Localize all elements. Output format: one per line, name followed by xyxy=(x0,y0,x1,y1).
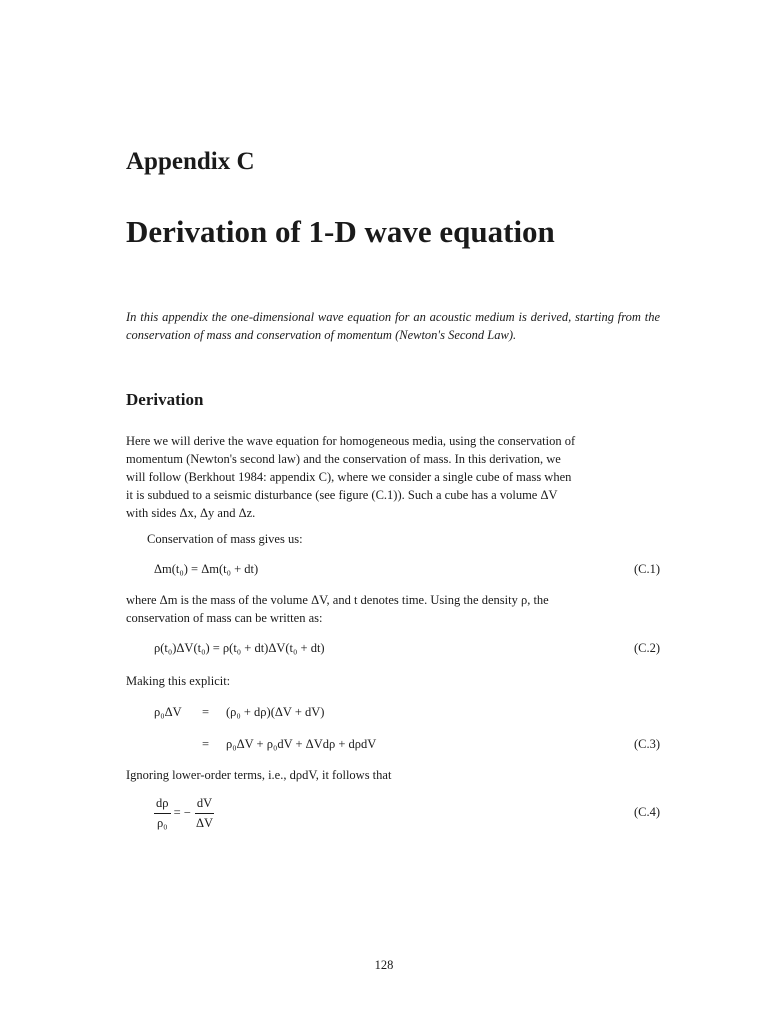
equation-c3-rhs-1: (ρ₀ + dρ)(ΔV + dV) xyxy=(226,705,325,719)
paragraph-ignore: Ignoring lower-order terms, i.e., dρdV, it follows that xyxy=(126,768,392,782)
abstract: In this appendix the one-dimensional wave equation for an acoustic medium is derived, starting from the conservation of mass and conservation of momentum (Newton's Second Law). xyxy=(126,310,660,342)
paragraph-line: with sides Δx, Δy and Δz. xyxy=(126,506,256,520)
equation-number-c1: (C.1) xyxy=(633,562,660,576)
chapter-title: Derivation of 1-D wave equation xyxy=(126,214,555,249)
equation-c3-equals: = xyxy=(202,737,210,751)
paragraph-line: momentum (Newton's second law) and the conservation of mass. In this derivation, we xyxy=(126,452,561,466)
equation-c1: Δm(t₀) = Δm(t₀ + dt) xyxy=(154,562,259,576)
equation-c4 xyxy=(154,796,215,831)
fraction-numerator: dρ xyxy=(154,796,171,814)
fraction-numerator: dV xyxy=(195,796,214,814)
section-title: Derivation xyxy=(126,390,204,409)
paragraph-density xyxy=(126,591,660,627)
fraction-left xyxy=(154,796,171,831)
paragraph-line: will follow (Berkhout 1984: appendix C), where we consider a single cube of mass when xyxy=(126,470,572,484)
paragraph-line: Here we will derive the wave equation for homogeneous media, using the conservation of xyxy=(126,434,576,448)
fraction-right xyxy=(194,796,215,831)
equation-number-c3: (C.3) xyxy=(633,737,660,751)
equation-number-c2: (C.2) xyxy=(633,641,660,655)
paragraph-line: where Δm is the mass of the volume ΔV, and t denotes time. Using the density ρ, the xyxy=(126,593,549,607)
fraction-denominator: ρ₀ xyxy=(156,816,168,830)
equation-c3-rhs-2: ρ₀ΔV + ρ₀dV + ΔVdρ + dρdV xyxy=(226,737,377,751)
page-number: 128 xyxy=(374,958,394,972)
equation-c3-equals: = xyxy=(202,705,210,719)
equation-number-c4: (C.4) xyxy=(633,805,660,819)
paragraph-line: conservation of mass can be written as: xyxy=(126,611,323,625)
paragraph-intro xyxy=(126,432,660,522)
paragraph-explicit: Making this explicit: xyxy=(126,674,231,688)
equation-c4-operator: = − xyxy=(173,805,191,820)
fraction-denominator: ΔV xyxy=(195,816,214,830)
paragraph-mass: Conservation of mass gives us: xyxy=(147,532,303,546)
equation-c2: ρ(t₀)ΔV(t₀) = ρ(t₀ + dt)ΔV(t₀ + dt) xyxy=(154,641,325,655)
chapter-label: Appendix C xyxy=(126,148,255,175)
paragraph-line: it is subdued to a seismic disturbance (see figure (C.1)). Such a cube has a volume ΔV xyxy=(126,488,558,502)
equation-c3-lhs: ρ₀ΔV xyxy=(154,705,182,719)
